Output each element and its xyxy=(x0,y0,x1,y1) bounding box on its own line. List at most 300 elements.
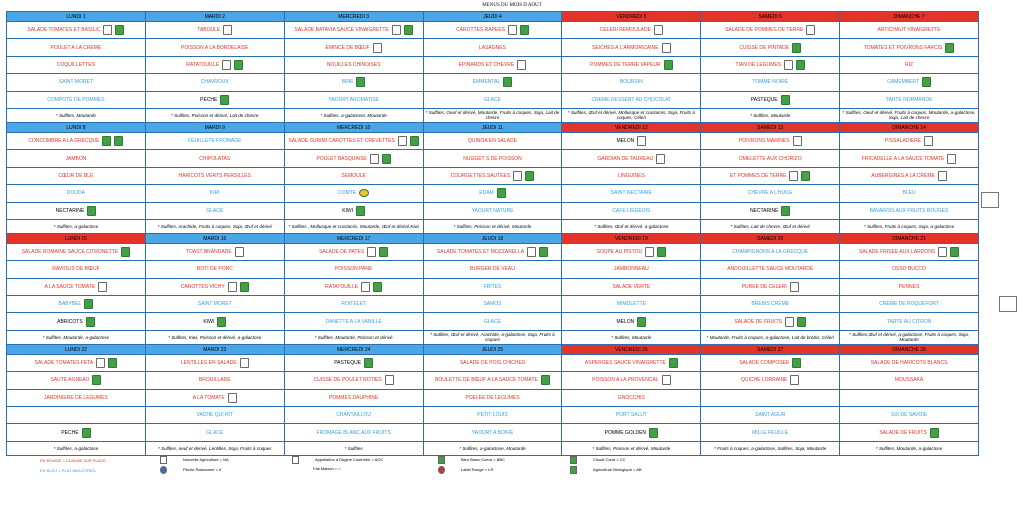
day-header: MERCREDI 24 xyxy=(285,345,424,355)
dish-label: GARDIAN DE TAUREAU xyxy=(597,155,654,162)
dish-label: OSSO BUCCO xyxy=(892,266,927,273)
dish-label: LINGUINES xyxy=(617,172,645,179)
day-header: MARDI 2 xyxy=(146,12,285,22)
day-header: LUNDI 22 xyxy=(7,345,146,355)
house-icon xyxy=(398,136,407,146)
day-header: DIMANCHE 14 xyxy=(840,123,979,133)
menu-item xyxy=(840,74,979,91)
dish-label: LENTILLES EN SALADE xyxy=(180,360,237,367)
empty-box xyxy=(999,296,1017,312)
dish-label: BLEU xyxy=(902,190,916,197)
menu-item xyxy=(562,407,701,424)
legend-item-label-rouge: Label Rouge = LR xyxy=(438,466,493,474)
day-header: SAMEDI 6 xyxy=(701,12,840,22)
house-icon xyxy=(228,393,237,403)
menu-item xyxy=(7,185,146,202)
menu-item xyxy=(285,133,424,150)
dish-label: CUISSE DE PINTADE xyxy=(739,44,790,51)
dish-label: RATATOUILLE xyxy=(186,61,220,68)
house-icon xyxy=(385,375,394,385)
menu-item xyxy=(701,296,840,313)
menu-item xyxy=(7,133,146,150)
dish-label: ROTI DE PORC xyxy=(196,266,233,273)
dish-label: EMMENTAL xyxy=(472,79,501,86)
menu-item xyxy=(840,133,979,150)
house-icon xyxy=(508,25,517,35)
dish-label: NOUILLES CHINOISES xyxy=(326,61,381,68)
dish-label: SALADE TOMATES ET MOZZARELLA xyxy=(436,249,525,256)
dish-label: CHEVRE A L'HUILE xyxy=(747,190,793,197)
dish-label: GLACE xyxy=(484,318,501,325)
dish-label: SAINT MORET xyxy=(58,79,93,86)
day-header: VENDREDI 19 xyxy=(562,234,701,244)
dish-label: EPINARDS ET CHEVRE xyxy=(458,61,515,68)
house-icon xyxy=(361,282,370,292)
dish-label: FRICADELLE A LA SAUCE TOMATE xyxy=(861,155,945,162)
menu-item xyxy=(424,372,563,389)
menu-item xyxy=(562,133,701,150)
menu-item xyxy=(562,168,701,185)
day-header: VENDREDI 26 xyxy=(562,345,701,355)
menu-item xyxy=(7,203,146,220)
legend-item-circuit-court: Circuit Court = CC xyxy=(570,456,626,464)
allergen-note xyxy=(146,331,285,345)
label-badge-icon xyxy=(356,206,365,216)
label-badge-icon xyxy=(87,206,96,216)
dish-label: BREBIS CREME xyxy=(751,301,790,308)
allergen-text: * Sulfites, a-galactose xyxy=(53,223,99,229)
dish-label: COURGETTES SAUTEES xyxy=(450,172,511,179)
dish-label: AUBERGINES A LA CREME xyxy=(871,172,935,179)
menu-item xyxy=(7,22,146,39)
dish-label: GLACE xyxy=(484,96,501,103)
dish-label: GLACE xyxy=(206,207,224,214)
dish-label: DANETTE A LA VANILLE xyxy=(325,318,382,325)
dish-label: FRITES xyxy=(483,283,502,290)
dish-label: PASTEQUE xyxy=(334,360,362,367)
aoc-icon xyxy=(292,456,299,464)
dish-label: ET POMMES DE TERRE xyxy=(729,172,787,179)
menu-item xyxy=(840,150,979,167)
aoc-icon xyxy=(359,189,369,197)
menu-item xyxy=(7,74,146,91)
allergen-text: * Sulfites, Fruits à coques, Soja, a-galactose xyxy=(864,223,955,229)
menu-item xyxy=(701,279,840,296)
dish-label: MELON xyxy=(616,138,635,145)
menu-item xyxy=(424,355,563,372)
label-badge-icon xyxy=(950,247,959,257)
menu-item xyxy=(285,407,424,424)
day-header: MARDI 23 xyxy=(146,345,285,355)
dish-label: ARTICHAUT VINAIGRETTE xyxy=(877,27,941,34)
dish-label: BURGER DE VEAU xyxy=(470,266,515,273)
house-icon xyxy=(656,154,665,164)
label-badge-icon xyxy=(792,358,801,368)
bbc-icon xyxy=(438,456,445,464)
label-badge-icon xyxy=(922,77,931,87)
dish-label: YAOURT NATURE xyxy=(471,207,514,214)
dish-label: A LA SAUCE TOMATE xyxy=(44,283,96,290)
dish-label: OMELETTE AUX CHORIZO xyxy=(738,155,802,162)
dish-label: POISSON A LA BORDELAISE xyxy=(181,44,249,51)
dish-label: SALADE SURIMI CAROTTES ET CREVETTES xyxy=(288,138,395,145)
dish-label: SEICHES A L'ARMORICAINE xyxy=(592,44,659,51)
house-icon xyxy=(235,247,244,257)
day-header: DIMANCHE 7 xyxy=(840,12,979,22)
house-icon xyxy=(223,25,232,35)
menu-item xyxy=(424,168,563,185)
allergen-note xyxy=(424,331,563,345)
dish-label: CHAMPIGNONS A LA GRECQUE xyxy=(732,249,809,256)
house-icon xyxy=(527,247,536,257)
menu-item xyxy=(562,57,701,74)
day-header: LUNDI 1 xyxy=(7,12,146,22)
allergen-note xyxy=(285,331,424,345)
allergen-text: * Sulfites, a-galactose xyxy=(53,445,99,451)
allergen-note xyxy=(424,109,563,123)
menu-item xyxy=(7,372,146,389)
empty-box xyxy=(981,192,999,208)
menu-item xyxy=(562,92,701,109)
dish-label: CŒUR DE BLE xyxy=(58,172,94,179)
label-badge-icon xyxy=(86,317,95,327)
dish-label: KIWI xyxy=(342,207,354,214)
label-badge-icon xyxy=(234,60,243,70)
allergen-note xyxy=(285,442,424,456)
allergen-note xyxy=(146,109,285,123)
dish-label: HARICOTS VERTS PERSILLES xyxy=(178,172,251,179)
allergen-text: * Sulfites, Moutarde, a-galactose xyxy=(42,334,110,340)
dish-label: SALADE TOMATES FETA xyxy=(34,360,94,367)
house-icon xyxy=(292,466,297,472)
menu-item xyxy=(146,39,285,56)
menu-item xyxy=(562,22,701,39)
label-badge-icon xyxy=(649,428,658,438)
dish-label: BOURSIN xyxy=(619,79,643,86)
house-icon xyxy=(392,25,401,35)
house-icon xyxy=(662,375,671,385)
menu-item xyxy=(7,244,146,261)
allergen-note xyxy=(146,442,285,456)
menu-item xyxy=(840,39,979,56)
label-badge-icon xyxy=(373,282,382,292)
dish-label: SEMOULE xyxy=(341,172,366,179)
legend-item-na: Nouvelle Agriculture = NA xyxy=(160,456,229,464)
menu-item xyxy=(701,133,840,150)
label-badge-icon xyxy=(82,428,91,438)
menu-item xyxy=(285,244,424,261)
allergen-text: * Sulfites, a-galactose, Moutarde xyxy=(320,112,387,118)
legend-item-ab: Agriculture Biologique = AB xyxy=(570,466,642,474)
dish-label: KIRI xyxy=(209,190,220,197)
label-badge-icon xyxy=(801,171,810,181)
menu-item xyxy=(840,244,979,261)
menu-item xyxy=(146,244,285,261)
menu-item xyxy=(701,150,840,167)
allergen-text: * Sulfites, oeuf et dérivé, Lentilles, Soja, Fruits à coques xyxy=(157,445,272,451)
menu-item xyxy=(562,296,701,313)
label-badge-icon xyxy=(781,206,790,216)
dish-label: SALADE ROMAINE SAUCE CITRONETTE xyxy=(21,249,119,256)
menu-item xyxy=(146,57,285,74)
dish-label: SALADE DE FRUITS xyxy=(879,429,927,436)
dish-label: GLACE xyxy=(206,429,224,436)
dish-label: PUREE DE CELERI xyxy=(741,283,787,290)
day-header: MARDI 16 xyxy=(146,234,285,244)
dish-label: VACHE QUI RIT xyxy=(196,412,234,419)
dish-label: SIX DE SAVOIE xyxy=(891,412,928,419)
ab-icon xyxy=(570,466,577,474)
dish-label: A LA TOMATE xyxy=(192,394,225,401)
menu-item xyxy=(840,372,979,389)
allergen-text: * Sulfites, Œuf et dérivé, a-galactose xyxy=(594,223,669,229)
label-badge-icon xyxy=(102,136,111,146)
menu-item xyxy=(7,39,146,56)
allergen-note xyxy=(840,442,979,456)
dish-label: PETIT LOUIS xyxy=(477,412,508,419)
dish-label: CRÈME DE ROQUEFORT xyxy=(879,301,939,308)
dish-label: NECTARINE xyxy=(749,207,779,214)
dish-label: PECHE xyxy=(200,96,218,103)
dish-label: EDAM xyxy=(479,190,494,197)
house-icon xyxy=(662,43,671,53)
dish-label: FEUILLETE FROMAGE xyxy=(188,138,242,145)
day-header: SAMEDI 20 xyxy=(701,234,840,244)
day-header: MERCREDI 17 xyxy=(285,234,424,244)
menu-item xyxy=(562,74,701,91)
label-badge-icon xyxy=(217,317,226,327)
allergen-text: * Sulfites xyxy=(344,445,363,451)
menu-item xyxy=(701,203,840,220)
label-badge-icon xyxy=(382,154,391,164)
dish-label: JAMBONNEAU xyxy=(613,266,649,273)
menu-item xyxy=(285,355,424,372)
menu-item xyxy=(424,313,563,330)
menu-item xyxy=(285,168,424,185)
dish-label: POMME GOLDEN xyxy=(604,429,647,436)
dish-label: MILLE FEUILLE xyxy=(752,429,789,436)
menu-item xyxy=(7,57,146,74)
legend-red-text: EN ROUGE = CUISINE SUR PLACE xyxy=(40,458,106,463)
dish-label: JAMBON xyxy=(65,155,87,162)
label-badge-icon xyxy=(356,77,365,87)
house-icon xyxy=(654,25,663,35)
menu-item xyxy=(701,372,840,389)
label-badge-icon xyxy=(669,358,678,368)
house-icon xyxy=(517,60,526,70)
allergen-note xyxy=(840,220,979,234)
house-icon xyxy=(240,358,249,368)
label-badge-icon xyxy=(410,136,419,146)
allergen-note xyxy=(562,331,701,345)
dish-label: SAINT MORET xyxy=(197,301,232,308)
dish-label: TARTE NORMANDE xyxy=(885,96,933,103)
menu-item xyxy=(146,168,285,185)
dish-label: PECHE xyxy=(61,429,79,436)
dish-label: SAINT NECTAIRE xyxy=(610,190,652,197)
menu-item xyxy=(701,390,840,407)
allergen-note xyxy=(7,109,146,123)
dish-label: POISSON A LA PROVENCAL xyxy=(592,377,659,384)
allergen-note xyxy=(562,442,701,456)
allergen-text: * Sulfites, Kiwi, Poisson et dérivé, a-galactose xyxy=(168,334,262,340)
menu-item xyxy=(146,92,285,109)
menu-item xyxy=(424,261,563,278)
allergen-note xyxy=(840,109,979,123)
menu-item xyxy=(701,261,840,278)
dish-label: BOULETTE DE BŒUF A LA SAUCE TOMATE xyxy=(435,377,538,384)
menu-item xyxy=(285,261,424,278)
label-badge-icon xyxy=(121,247,130,257)
house-icon xyxy=(96,358,105,368)
allergen-text: * Sulfites, Œuf et dérivé, Mollusque et crustacés, Soja, Fruits à coques, Céleri xyxy=(567,110,695,121)
menu-item xyxy=(424,407,563,424)
menu-item xyxy=(562,244,701,261)
label-badge-icon xyxy=(797,317,806,327)
menu-item xyxy=(424,39,563,56)
label-badge-icon xyxy=(525,171,534,181)
day-header: DIMANCHE 21 xyxy=(840,234,979,244)
dish-label: CAROTTES RAPEES xyxy=(456,27,505,34)
dish-label: SAMOS xyxy=(483,301,502,308)
day-header: JEUDI 18 xyxy=(424,234,563,244)
day-header: VENDREDI 12 xyxy=(562,123,701,133)
menu-item xyxy=(562,185,701,202)
dish-label: BAVAROIS AUX FRUITS ROUGES xyxy=(869,207,949,214)
allergen-text: * Sulfites, Moutarde, Poisson et dérivé xyxy=(314,334,393,340)
dish-label: POISSON PANE xyxy=(334,266,373,273)
menu-item xyxy=(7,168,146,185)
menu-item xyxy=(285,22,424,39)
menu-item xyxy=(840,279,979,296)
menu-item xyxy=(840,355,979,372)
menu-item xyxy=(840,203,979,220)
menu-item xyxy=(424,390,563,407)
label-badge-icon xyxy=(664,60,673,70)
menu-item xyxy=(424,74,563,91)
label-badge-icon xyxy=(379,247,388,257)
dish-label: POMMES DE TERRE VAPEUR xyxy=(590,61,661,68)
menu-item xyxy=(146,261,285,278)
menu-item xyxy=(424,296,563,313)
dish-label: PISSALADIERE xyxy=(885,138,922,145)
menu-item xyxy=(146,407,285,424)
menu-item xyxy=(285,390,424,407)
na-icon xyxy=(160,456,167,464)
menu-item xyxy=(146,424,285,441)
house-icon xyxy=(790,282,799,292)
menu-item xyxy=(7,92,146,109)
dish-label: SALADE FRISEE AUX LARDONS xyxy=(859,249,936,256)
dish-label: MELON xyxy=(616,318,635,325)
menu-item xyxy=(562,390,701,407)
allergen-text: * Sulfites, Moutarde, a-galactose xyxy=(875,445,943,451)
dish-label: POIVRONS MARINES xyxy=(738,138,790,145)
dish-label: BROUILLADE xyxy=(198,377,231,384)
menu-item xyxy=(146,279,285,296)
label-badge-icon xyxy=(503,77,512,87)
menu-item xyxy=(562,355,701,372)
menu-item xyxy=(562,150,701,167)
allergen-text: * Sulfites, Moutarde xyxy=(611,334,652,340)
menu-item xyxy=(840,390,979,407)
menu-item xyxy=(562,313,701,330)
menu-item xyxy=(285,150,424,167)
day-header: JEUDI 4 xyxy=(424,12,563,22)
menu-item xyxy=(285,185,424,202)
menu-item xyxy=(285,203,424,220)
dish-label: SALADE DE HARICOTS BLANCS xyxy=(870,360,948,367)
menu-item xyxy=(285,92,424,109)
dish-label: ASPERGES SAUCE VINAIGRETTE xyxy=(584,360,666,367)
menu-item xyxy=(840,261,979,278)
house-icon xyxy=(806,25,815,35)
dish-label: CAROTTES VICHY xyxy=(180,283,225,290)
legend-blue-text: EN BLEU = PLAT INDUSTRIEL xyxy=(40,468,97,473)
dish-label: CAMEMBERT xyxy=(887,79,919,86)
day-header: MERCREDI 10 xyxy=(285,123,424,133)
day-header: JEUDI 25 xyxy=(424,345,563,355)
label-badge-icon xyxy=(541,375,550,385)
menu-item xyxy=(701,39,840,56)
menu-item xyxy=(562,424,701,441)
dish-label: ABRICOTS xyxy=(57,318,83,325)
label-badge-icon xyxy=(404,25,413,35)
menu-item xyxy=(562,372,701,389)
allergen-note xyxy=(285,220,424,234)
menu-item xyxy=(146,74,285,91)
dish-label: CREME DESSERT AU CHOCOLAT xyxy=(591,96,672,103)
day-header: MERCREDI 3 xyxy=(285,12,424,22)
allergen-text: * Sulfites, Œuf et dérivé, Arachide, a-galactose, Soja, Fruits à coques xyxy=(430,332,555,343)
house-icon xyxy=(228,282,237,292)
menu-item xyxy=(840,296,979,313)
day-header: SAMEDI 27 xyxy=(701,345,840,355)
label-badge-icon xyxy=(497,188,506,198)
dish-label: CHIPOLATAS xyxy=(199,155,231,162)
allergen-text: * Moutarde, Fruits à coques, a-galactose, Lait de brebis, Céleri xyxy=(706,334,834,340)
dish-label: CUISSE DE POULET ROTIES xyxy=(313,377,382,384)
menu-item xyxy=(146,133,285,150)
house-icon xyxy=(793,136,802,146)
menu-item xyxy=(7,424,146,441)
menu-item xyxy=(701,74,840,91)
dish-label: SOUPE AU PISTOU xyxy=(596,249,643,256)
menu-item xyxy=(701,92,840,109)
dish-label: TOMATES ET POIVRONS FARCIS xyxy=(863,44,943,51)
house-icon xyxy=(637,136,646,146)
house-icon xyxy=(367,247,376,257)
menu-item xyxy=(840,424,979,441)
dish-label: CHANTAILLOU xyxy=(336,412,371,419)
dish-label: QUINOA EN SALADE xyxy=(468,138,517,145)
allergen-text: * Sulfites, a-galactose, Moutarde xyxy=(459,445,526,451)
menu-item xyxy=(701,424,840,441)
menu-item xyxy=(701,168,840,185)
label-badge-icon xyxy=(945,43,954,53)
menu-item xyxy=(7,390,146,407)
menu-item xyxy=(146,313,285,330)
legend-item-aoc: Appellation d'Origine Contrôlée = AOC xyxy=(292,456,383,464)
allergen-note xyxy=(562,109,701,123)
menu-item xyxy=(7,407,146,424)
house-icon xyxy=(98,282,107,292)
house-icon xyxy=(370,154,379,164)
allergen-text: * Sulfites , Mollusque et crustacés, Moutarde, Œuf et dérivé Kiwi xyxy=(288,223,419,229)
dish-label: TIAN DE LEGUMES xyxy=(735,61,781,68)
menu-item xyxy=(562,203,701,220)
menu-item xyxy=(146,203,285,220)
